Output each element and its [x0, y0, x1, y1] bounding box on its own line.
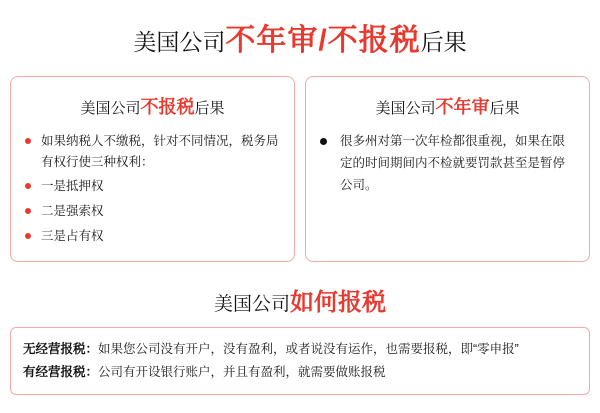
main-title-prefix: 美国公司	[133, 29, 226, 55]
main-title-suffix: 后果	[420, 29, 467, 55]
filing-line-no-operation-lead: 无经营报税：	[23, 342, 99, 356]
list-item	[25, 176, 280, 197]
box-left-title	[25, 93, 280, 119]
bullet-dot-icon	[320, 138, 327, 145]
filing-line-with-operation	[23, 361, 577, 384]
box-no-tax-filing	[10, 76, 295, 262]
bullet-dot-icon	[25, 208, 31, 214]
filing-line-with-operation-lead: 有经营报税：	[23, 365, 99, 380]
box-left-title-prefix: 美国公司	[80, 100, 141, 117]
list-item-text: 二是强索权	[41, 203, 104, 218]
list-item-text: 一是抵押权	[41, 179, 104, 194]
list-item-text: 很多州对第一次年检都很重视，如果在限定的时间期间内不检就要罚款甚至是暂停公司。	[340, 134, 566, 192]
second-title-prefix: 美国公司	[213, 294, 290, 315]
section-title-how-to-file	[0, 282, 600, 317]
box-right-title-suffix: 后果	[489, 100, 520, 117]
list-item	[25, 201, 280, 222]
filing-line-with-operation-text: 公司有开设银行账户，并且有盈利，就需要做账报税	[98, 365, 386, 380]
box-right-title	[320, 93, 575, 119]
filing-types-box	[10, 327, 590, 395]
box-right-title-prefix: 美国公司	[375, 100, 436, 117]
list-item	[320, 131, 575, 197]
consequence-boxes	[10, 76, 590, 262]
list-item	[25, 226, 280, 247]
box-left-title-suffix: 后果	[194, 100, 225, 117]
bullet-dot-icon	[25, 183, 31, 189]
bullet-dot-icon	[25, 233, 31, 239]
bullet-dot-icon	[25, 138, 31, 144]
second-title-highlight: 如何报税	[290, 289, 386, 316]
main-title-highlight: 不年审/不报税	[225, 24, 421, 57]
page-title	[0, 0, 600, 57]
list-item	[25, 131, 280, 172]
list-item-text: 三是占有权	[41, 228, 104, 243]
filing-line-no-operation-text: 如果您公司没有开户，没有盈利，或者说没有运作，也需要报税，即“零申报”	[98, 342, 519, 356]
list-item-text: 如果纳税人不缴税，针对不同情况，税务局有权行使三种权利：	[41, 134, 279, 169]
box-right-list	[320, 131, 575, 197]
filing-line-no-operation	[23, 338, 577, 361]
box-left-list	[25, 131, 280, 246]
box-right-title-highlight: 不年审	[435, 97, 490, 117]
box-no-annual-review	[305, 76, 590, 262]
box-left-title-highlight: 不报税	[140, 97, 195, 117]
